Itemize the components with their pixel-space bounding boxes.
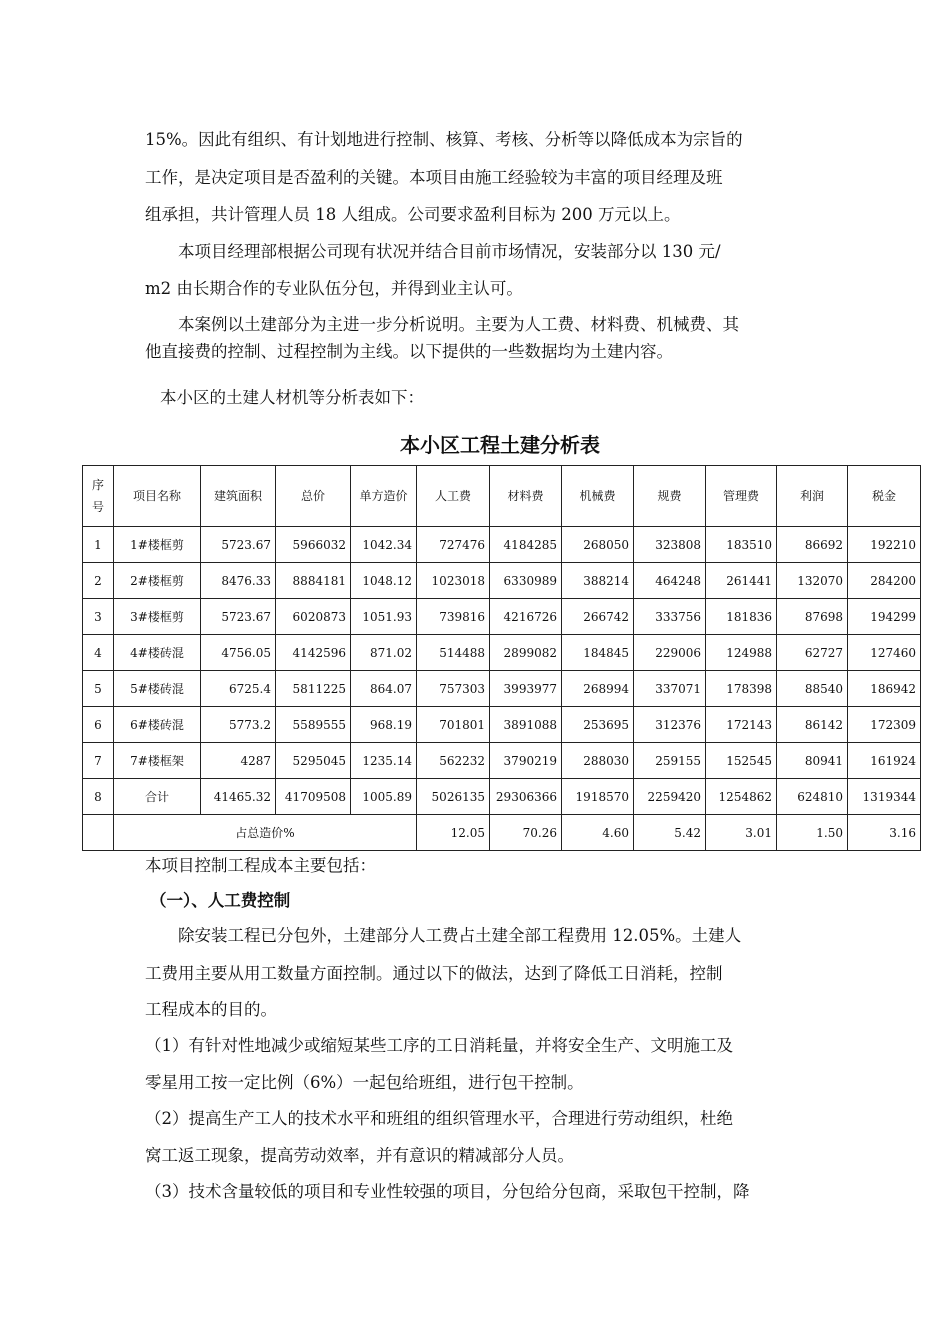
table-cell-empty [83, 815, 114, 851]
paragraph-line: 工作，是决定项目是否盈利的关键。本项目由施工经验较为丰富的项目经理及班 [145, 168, 723, 187]
table-cell: 871.02 [351, 635, 417, 671]
table-row [83, 707, 921, 743]
table-cell: 1051.93 [351, 599, 417, 635]
table-cell: 562232 [417, 743, 490, 779]
table-cell: 8884181 [276, 563, 351, 599]
table-cell: 5295045 [276, 743, 351, 779]
table-cell: 701801 [417, 707, 490, 743]
paragraph-line: 本项目控制工程成本主要包括： [145, 856, 376, 875]
table-row [83, 635, 921, 671]
table-title: 本小区工程土建分析表 [400, 433, 600, 457]
table-cell: 1254862 [706, 779, 777, 815]
table-cell: 5723.67 [201, 599, 276, 635]
table-cell: 5#楼砖混 [114, 671, 201, 707]
table-cell: 127460 [848, 635, 921, 671]
table-cell: 152545 [706, 743, 777, 779]
paragraph-line: 本案例以土建部分为主进一步分析说明。主要为人工费、材料费、机械费、其 [178, 315, 739, 334]
section-heading: （一）、人工费控制 [150, 891, 291, 910]
table-header-cell: 材料费 [490, 466, 562, 527]
paragraph-line: 工费用主要从用工数量方面控制。通过以下的做法，达到了降低工日消耗，控制 [145, 964, 723, 983]
analysis-table [82, 465, 921, 851]
table-cell: 87698 [777, 599, 848, 635]
table-cell: 253695 [562, 707, 634, 743]
table-cell: 7 [83, 743, 114, 779]
table-cell: 3891088 [490, 707, 562, 743]
table-cell: 1 [83, 527, 114, 563]
table-cell: 4287 [201, 743, 276, 779]
table-cell: 192210 [848, 527, 921, 563]
table-cell: 1319344 [848, 779, 921, 815]
table-cell: 4 [83, 635, 114, 671]
paragraph-line: 他直接费的控制、过程控制为主线。以下提供的一些数据均为土建内容。 [145, 342, 673, 361]
table-cell: 288030 [562, 743, 634, 779]
percent-value-cell: 70.26 [490, 815, 562, 851]
table-cell: 8476.33 [201, 563, 276, 599]
table-cell: 323808 [634, 527, 706, 563]
table-cell: 2259420 [634, 779, 706, 815]
table-cell: 739816 [417, 599, 490, 635]
table-cell: 88540 [777, 671, 848, 707]
paragraph-line: 零星用工按一定比例（6%）一起包给班组，进行包干控制。 [145, 1073, 584, 1092]
table-header-cell: 管理费 [706, 466, 777, 527]
table-cell: 5589555 [276, 707, 351, 743]
table-cell: 5723.67 [201, 527, 276, 563]
table-cell: 183510 [706, 527, 777, 563]
table-cell: 268050 [562, 527, 634, 563]
table-cell: 4756.05 [201, 635, 276, 671]
table-header-cell: 机械费 [562, 466, 634, 527]
table-cell: 172309 [848, 707, 921, 743]
table-cell: 4216726 [490, 599, 562, 635]
paragraph-line: 工程成本的目的。 [145, 1000, 277, 1019]
table-header-cell: 单方造价 [351, 466, 417, 527]
paragraph-line: 除安装工程已分包外，土建部分人工费占土建全部工程费用 12.05%。土建人 [178, 926, 742, 945]
table-cell: 41709508 [276, 779, 351, 815]
paragraph-line: 本小区的土建人材机等分析表如下： [160, 388, 424, 407]
table-cell: 184845 [562, 635, 634, 671]
table-cell: 172143 [706, 707, 777, 743]
table-cell: 80941 [777, 743, 848, 779]
table-row [83, 671, 921, 707]
paragraph-line: （1）有针对性地减少或缩短某些工序的工日消耗量，并将安全生产、文明施工及 [145, 1036, 733, 1055]
table-cell: 259155 [634, 743, 706, 779]
paragraph-line: m2 由长期合作的专业队伍分包，并得到业主认可。 [145, 279, 523, 298]
table-cell: 337071 [634, 671, 706, 707]
table-header-cell: 人工费 [417, 466, 490, 527]
table-cell: 1042.34 [351, 527, 417, 563]
paragraph-line: 本项目经理部根据公司现有状况并结合目前市场情况，安装部分以 130 元/ [178, 242, 721, 261]
table-cell: 6725.4 [201, 671, 276, 707]
table-cell: 6330989 [490, 563, 562, 599]
table-cell: 464248 [634, 563, 706, 599]
table-header-cell: 项目名称 [114, 466, 201, 527]
table-cell: 6020873 [276, 599, 351, 635]
paragraph-line: 窝工返工现象，提高劳动效率，并有意识的精减部分人员。 [145, 1146, 574, 1165]
table-cell: 5773.2 [201, 707, 276, 743]
table-cell: 4142596 [276, 635, 351, 671]
table-header-cell: 利润 [777, 466, 848, 527]
table-row [83, 599, 921, 635]
table-cell: 124988 [706, 635, 777, 671]
table-cell: 41465.32 [201, 779, 276, 815]
table-row [83, 527, 921, 563]
table-cell: 3790219 [490, 743, 562, 779]
table-cell: 3#楼框剪 [114, 599, 201, 635]
table-cell: 624810 [777, 779, 848, 815]
percent-value-cell: 3.16 [848, 815, 921, 851]
table-cell: 132070 [777, 563, 848, 599]
table-cell: 合计 [114, 779, 201, 815]
table-cell: 178398 [706, 671, 777, 707]
table-cell: 2899082 [490, 635, 562, 671]
table-cell: 1918570 [562, 779, 634, 815]
table-cell: 2#楼框剪 [114, 563, 201, 599]
table-cell: 261441 [706, 563, 777, 599]
paragraph-line: （2）提高生产工人的技术水平和班组的组织管理水平，合理进行劳动组织，杜绝 [145, 1109, 733, 1128]
table-cell: 1005.89 [351, 779, 417, 815]
table-cell: 266742 [562, 599, 634, 635]
table-cell: 284200 [848, 563, 921, 599]
table-cell: 268994 [562, 671, 634, 707]
percent-value-cell: 4.60 [562, 815, 634, 851]
table-cell: 864.07 [351, 671, 417, 707]
table-cell: 1235.14 [351, 743, 417, 779]
table-cell: 2 [83, 563, 114, 599]
table-cell: 4184285 [490, 527, 562, 563]
table-cell: 312376 [634, 707, 706, 743]
table-header-cell: 序号 [83, 466, 114, 527]
table-header-cell: 建筑面积 [201, 466, 276, 527]
percent-value-cell: 5.42 [634, 815, 706, 851]
table-cell: 388214 [562, 563, 634, 599]
table-cell: 6 [83, 707, 114, 743]
table-cell: 181836 [706, 599, 777, 635]
table-row [83, 779, 921, 815]
table-cell: 3 [83, 599, 114, 635]
table-header-cell: 规费 [634, 466, 706, 527]
table-cell: 194299 [848, 599, 921, 635]
table-cell: 7#楼框架 [114, 743, 201, 779]
percent-value-cell: 1.50 [777, 815, 848, 851]
table-cell: 8 [83, 779, 114, 815]
table-cell: 161924 [848, 743, 921, 779]
percent-value-cell: 3.01 [706, 815, 777, 851]
table-row-percent [83, 815, 921, 851]
table-cell: 29306366 [490, 779, 562, 815]
table-cell: 229006 [634, 635, 706, 671]
table-cell: 757303 [417, 671, 490, 707]
percent-label-cell: 占总造价% [114, 815, 417, 851]
table-header-row [83, 466, 921, 527]
table-cell: 5026135 [417, 779, 490, 815]
paragraph-line: （3）技术含量较低的项目和专业性较强的项目，分包给分包商，采取包干控制，降 [145, 1182, 750, 1201]
table-header-cell: 总价 [276, 466, 351, 527]
table-cell: 186942 [848, 671, 921, 707]
table-cell: 1#楼框剪 [114, 527, 201, 563]
table-cell: 4#楼砖混 [114, 635, 201, 671]
table-cell: 6#楼砖混 [114, 707, 201, 743]
table-cell: 1048.12 [351, 563, 417, 599]
table-cell: 3993977 [490, 671, 562, 707]
table-row [83, 563, 921, 599]
table-cell: 86142 [777, 707, 848, 743]
table-cell: 5 [83, 671, 114, 707]
table-cell: 968.19 [351, 707, 417, 743]
table-cell: 86692 [777, 527, 848, 563]
table-cell: 333756 [634, 599, 706, 635]
table-cell: 514488 [417, 635, 490, 671]
table-cell: 5811225 [276, 671, 351, 707]
table-cell: 62727 [777, 635, 848, 671]
table-cell: 5966032 [276, 527, 351, 563]
table-row [83, 743, 921, 779]
table-cell: 1023018 [417, 563, 490, 599]
table-header-cell: 税金 [848, 466, 921, 527]
paragraph-line: 15%。因此有组织、有计划地进行控制、核算、考核、分析等以降低成本为宗旨的 [145, 130, 743, 149]
paragraph-line: 组承担，共计管理人员 18 人组成。公司要求盈利目标为 200 万元以上。 [145, 205, 681, 224]
percent-value-cell: 12.05 [417, 815, 490, 851]
table-cell: 727476 [417, 527, 490, 563]
